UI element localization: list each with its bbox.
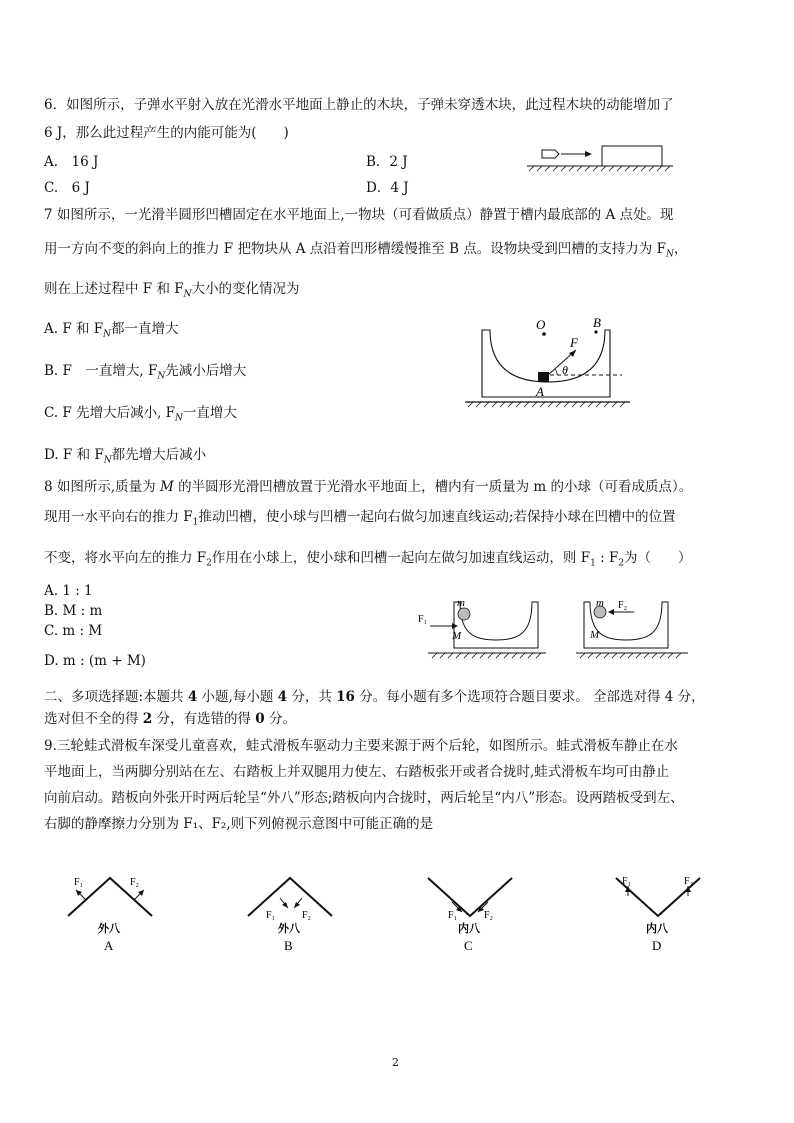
q6-option-d[interactable]: D．4 J bbox=[366, 180, 409, 196]
force-f2-arrowhead bbox=[608, 609, 614, 615]
label-f2: F₂ bbox=[484, 910, 494, 921]
q6-option-c[interactable]: C. 6 J bbox=[44, 180, 90, 196]
q6-option-b[interactable]: B．2 J bbox=[366, 154, 408, 170]
q7-option-d[interactable]: D. F 和 $F_N$都先增大后减小 bbox=[44, 447, 207, 466]
q8-line3: 不变，将水平向左的推力 $F_2$作用在小球上，使小球和凹槽一起向左做匀加速直线运动，则 $F_1$ : $F_2$为（ ） bbox=[44, 550, 692, 569]
label-f2: F₂ bbox=[684, 876, 694, 887]
q9-line4: 右脚的静摩擦力分别为 F₁、F₂,则下列俯视示意图中可能正确的是 bbox=[44, 816, 434, 832]
bullet-shape bbox=[542, 150, 559, 158]
label-o: O bbox=[536, 317, 546, 332]
v-shape bbox=[248, 878, 332, 916]
q9-figure-d[interactable] bbox=[612, 872, 712, 954]
label-theta: θ bbox=[562, 363, 568, 377]
label-m: m bbox=[596, 597, 604, 609]
bullet-arrow-head bbox=[585, 151, 592, 157]
wood-block bbox=[602, 146, 662, 166]
label-f1: F₁ bbox=[418, 614, 428, 625]
q8-figure-right bbox=[570, 596, 700, 660]
label-f1: F₁ bbox=[622, 876, 632, 887]
point-b bbox=[594, 330, 597, 333]
label-f2: F₂ bbox=[130, 877, 140, 888]
page-number: 2 bbox=[392, 1056, 399, 1069]
ground-hatch bbox=[468, 402, 625, 407]
q7-option-a[interactable]: A. F 和 $F_N$都一直增大 bbox=[44, 321, 179, 340]
q8-figure-left bbox=[410, 596, 550, 660]
shape-label: 内八 bbox=[458, 923, 480, 935]
q8-option-c[interactable]: C. m : M bbox=[44, 623, 103, 639]
q7-line2: 用一方向不变的斜向上的推力 F 把物块从 A 点沿着凹形槽缓慢推至 B 点。设物块受到凹槽的支持力为 $F_N$， bbox=[44, 241, 688, 260]
q8-option-a[interactable]: A. 1 : 1 bbox=[44, 583, 93, 599]
q7-line3: 则在上述过程中 F 和 $F_N$大小的变化情况为 bbox=[44, 281, 300, 300]
q9-figure-b[interactable] bbox=[244, 872, 344, 954]
theta-arc bbox=[555, 369, 557, 375]
label-m: m bbox=[457, 597, 465, 609]
center-point-o bbox=[542, 332, 546, 336]
shape-label: 外八 bbox=[278, 923, 300, 935]
q7-option-b[interactable]: B. F 一直增大, $F_N$先减小后增大 bbox=[44, 363, 247, 382]
q8-line1: 8 如图所示,质量为 M 的半圆形光滑凹槽放置于光滑水平地面上，槽内有一质量为 m 的小球（可看成质点）。 bbox=[44, 479, 693, 495]
q6-option-a[interactable]: A. 16 J bbox=[44, 154, 99, 170]
label-f2: F₂ bbox=[618, 600, 628, 611]
option-letter: B bbox=[284, 938, 293, 953]
label-f1: F₁ bbox=[266, 910, 276, 921]
q7-line1: 7 如图所示，一光滑半圆形凹槽固定在水平地面上,一物块（可看做质点）静置于槽内最底部的 A 点处。现 bbox=[44, 207, 674, 223]
ground-hatch bbox=[529, 166, 670, 171]
q9-figure-c[interactable] bbox=[424, 872, 524, 954]
label-b: B bbox=[593, 315, 601, 330]
option-letter: C bbox=[464, 938, 473, 953]
q9-figure-a[interactable] bbox=[64, 872, 164, 954]
semicircle-groove bbox=[482, 330, 610, 397]
q7-option-c[interactable]: C. F 先增大后减小, $F_N$一直增大 bbox=[44, 405, 237, 424]
option-letter: A bbox=[104, 938, 114, 953]
q9-line2: 平地面上，当两脚分别站在左、右踏板上并双腿用力使左、右踏板张开或者合拢时,蛙式滑板车均可由静止 bbox=[44, 764, 670, 780]
q6-figure bbox=[525, 143, 675, 177]
label-f1: F₁ bbox=[448, 910, 458, 921]
label-a: A bbox=[536, 384, 544, 399]
shape-label: 外八 bbox=[98, 923, 120, 935]
v-shape bbox=[428, 878, 512, 916]
label-f: F bbox=[570, 335, 578, 350]
ball-m bbox=[458, 608, 470, 620]
section2-line1: 二、多项选择题:本题共 4 小题,每小题 4 分，共 16 分。每小题有多个选项符合题目要求。 全部选对得 4 分， bbox=[44, 689, 705, 705]
label-f2: F₂ bbox=[302, 910, 312, 921]
q9-line3: 向前启动。踏板向外张开时两后轮呈“外八”形态;踏板向内合拢时，两后轮呈“内八”形态。设两踏板受到左、 bbox=[44, 790, 684, 806]
label-big-m: M bbox=[590, 629, 600, 641]
q9-line1: 9.三轮蛙式滑板车深受儿童喜欢，蛙式滑板车驱动力主要来源于两个后轮，如图所示。蛙式滑板车静止在水 bbox=[44, 738, 678, 754]
q8-option-b[interactable]: B. M : m bbox=[44, 603, 103, 619]
shape-label: 内八 bbox=[646, 923, 668, 935]
label-f1: F₁ bbox=[74, 877, 84, 888]
q7-figure bbox=[460, 312, 640, 412]
q6-line2: 6 J，那么此过程产生的内能可能为( ) bbox=[44, 125, 289, 141]
q6-line1: 6．如图所示，子弹水平射入放在光滑水平地面上静止的木块，子弹未穿透木块，此过程木块的动能增加了 bbox=[44, 97, 674, 113]
q8-line2: 现用一水平向右的推力 $F_1$推动凹槽，使小球与凹槽一起向右做匀加速直线运动;若保持小球在凹槽中的位置 bbox=[44, 509, 676, 528]
option-letter: D bbox=[652, 938, 662, 953]
label-big-m: M bbox=[452, 630, 462, 642]
section2-line2: 选对但不全的得 2 分，有选错的得 0 分。 bbox=[44, 711, 296, 727]
q8-option-d[interactable]: D. m : (m + M) bbox=[44, 653, 146, 669]
block-at-a bbox=[538, 372, 549, 382]
